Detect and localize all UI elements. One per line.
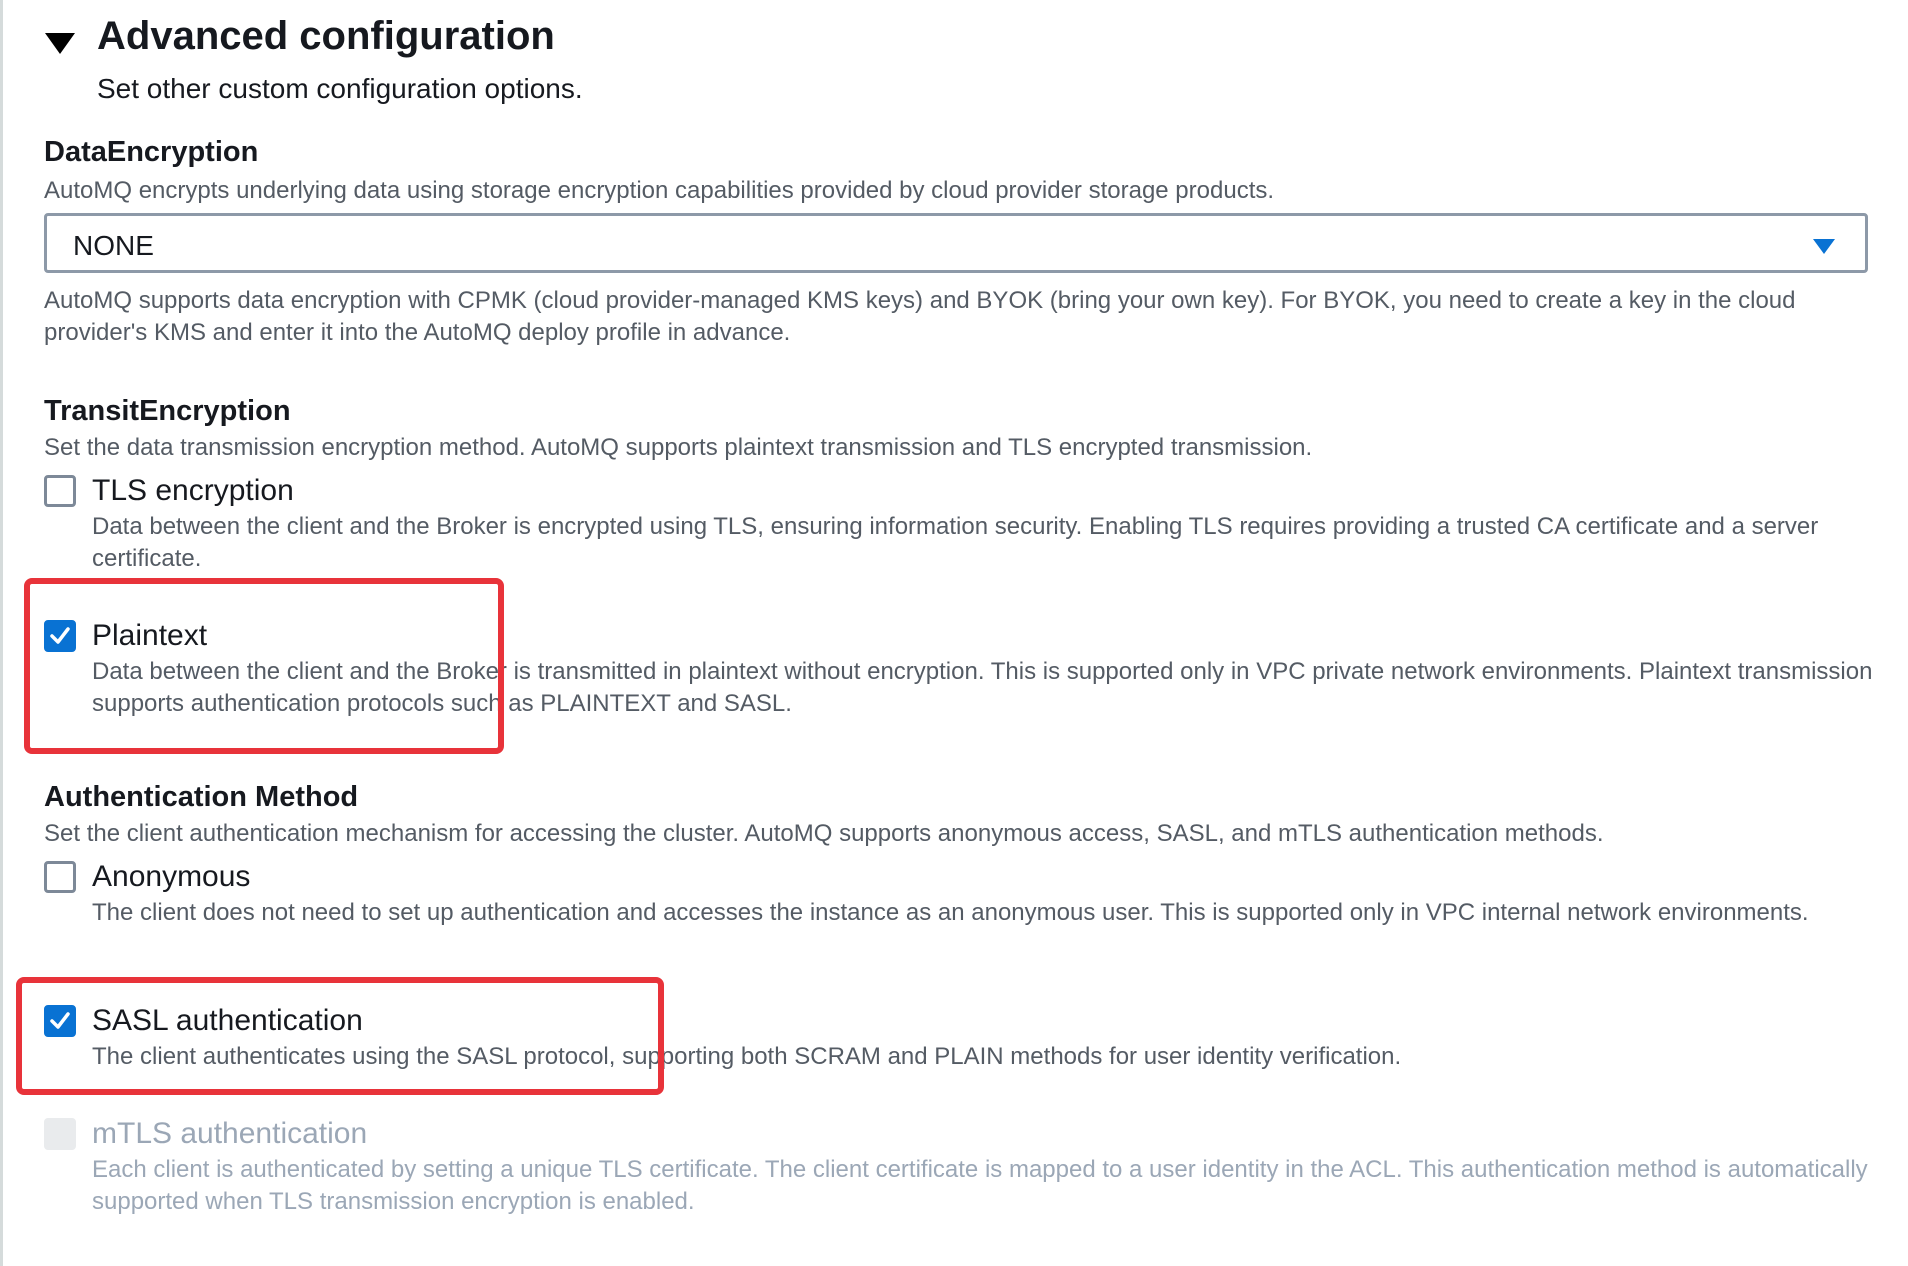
tls-encryption-description: Data between the client and the Broker is encrypted using TLS, ensuring information security. Enabling TLS requires providing a trusted CA certificate and a server certificate. [92, 513, 1819, 572]
authentication-description: Set the client authentication mechanism for accessing the cluster. AutoMQ supports anonymous access, SASL, and mTLS authentication methods. [44, 820, 1604, 847]
checkmark-icon [49, 626, 71, 646]
checkmark-icon [49, 1011, 71, 1031]
authentication-title: Authentication Method [44, 781, 359, 813]
plaintext-description: Data between the client and the Broker is transmitted in plaintext without encryption. This is supported only in VPC private network environments. Plaintext transmission supports authentication protocols such as PLAINTEXT and SASL. [92, 658, 1873, 717]
data-encryption-description: AutoMQ encrypts underlying data using storage encryption capabilities provided by cloud provider storage products. [44, 177, 1275, 204]
left-border [0, 0, 3, 1266]
tls-encryption-checkbox[interactable] [44, 475, 76, 507]
transit-encryption-title: TransitEncryption [44, 395, 291, 427]
data-encryption-select[interactable] [44, 213, 1868, 273]
mtls-authentication-checkbox [44, 1118, 76, 1150]
sasl-authentication-checkbox[interactable] [44, 1005, 76, 1037]
data-encryption-title: DataEncryption [44, 136, 259, 168]
expand-caret-icon[interactable] [45, 33, 75, 54]
data-encryption-selected-value: NONE [73, 230, 154, 261]
anonymous-label[interactable]: Anonymous [92, 860, 251, 893]
sasl-authentication-label[interactable]: SASL authentication [92, 1004, 363, 1037]
dropdown-caret-icon [1813, 239, 1835, 254]
section-title[interactable]: Advanced configuration [97, 14, 555, 58]
plaintext-label[interactable]: Plaintext [92, 619, 208, 652]
plaintext-checkbox[interactable] [44, 620, 76, 652]
data-encryption-help: AutoMQ supports data encryption with CPMK (cloud provider-managed KMS keys) and BYOK (bring your own key). For BYOK, you need to create a key in the cloud provider's KMS and enter it into the AutoMQ deploy profile in advance. [44, 287, 1796, 346]
sasl-authentication-description: The client authenticates using the SASL protocol, supporting both SCRAM and PLAIN methods for user identity verification. [92, 1043, 1402, 1070]
anonymous-description: The client does not need to set up authentication and accesses the instance as an anonymous user. This is supported only in VPC internal network environments. [92, 899, 1809, 926]
transit-encryption-description: Set the data transmission encryption method. AutoMQ supports plaintext transmission and TLS encrypted transmission. [44, 434, 1313, 461]
section-subtitle: Set other custom configuration options. [97, 73, 583, 104]
mtls-authentication-label: mTLS authentication [92, 1117, 368, 1150]
mtls-authentication-description: Each client is authenticated by setting a unique TLS certificate. The client certificate is mapped to a user identity in the ACL. This authentication method is automatically supported when TLS transmission encryption is enabled. [92, 1156, 1868, 1215]
tls-encryption-label[interactable]: TLS encryption [92, 474, 294, 507]
anonymous-checkbox[interactable] [44, 861, 76, 893]
